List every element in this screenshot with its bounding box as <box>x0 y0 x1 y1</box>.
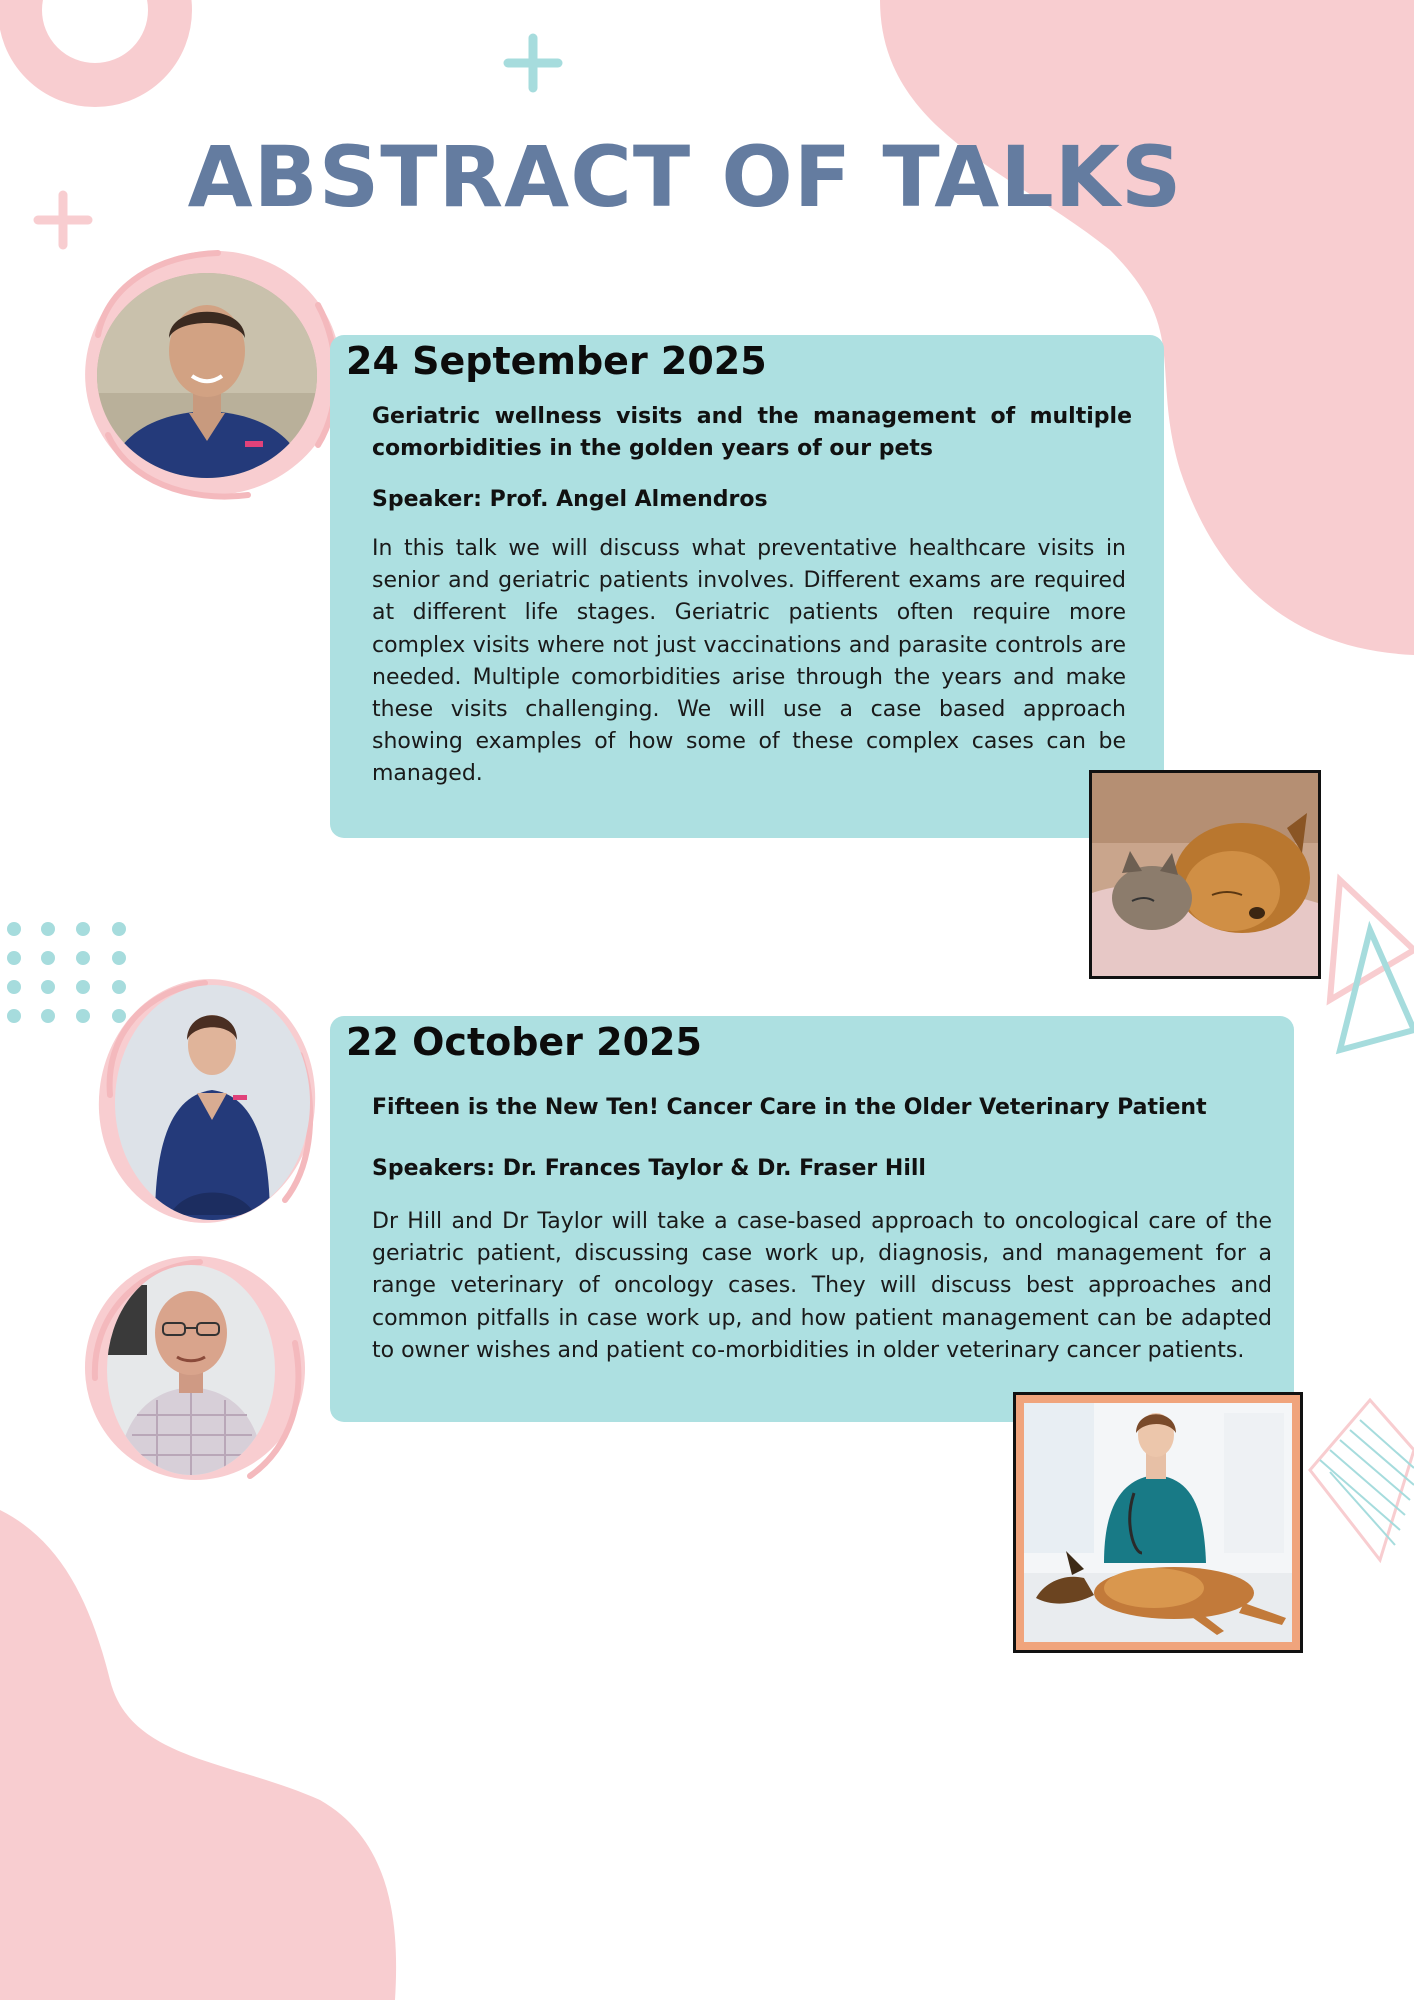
talk-card <box>330 335 1164 838</box>
talk-date: 24 September 2025 <box>346 339 767 383</box>
page-title: ABSTRACT OF TALKS <box>187 128 1183 226</box>
bottom-left-blob <box>0 1510 396 2000</box>
teal-plus-icon <box>508 38 558 88</box>
ring-shape <box>20 0 170 85</box>
talk-title: Geriatric wellness visits and the management of multiple comorbidities in the golden years of our pets <box>372 404 1132 461</box>
speaker-portrait-male-checked-shirt <box>107 1265 275 1475</box>
talk-abstract: In this talk we will discuss what preventative healthcare visits in senior and geriatric patients involves. Different exams are required at different life stages. Geriatric patients often require more complex visits where not just vaccinations and parasite controls are needed. Multiple comorbidities arise through the years and make these visits challenging. We will use a case based approach showing examples of how some of these complex cases can be managed. <box>372 536 1126 787</box>
speaker-portrait-female-navy-scrubs <box>115 985 310 1220</box>
sleeping-puppy-and-kitten-photo <box>1089 770 1321 979</box>
talk-speaker: Speakers: Dr. Frances Taylor & Dr. Fraser Hill <box>372 1156 926 1181</box>
speaker-portrait-male-navy-scrubs <box>97 273 317 478</box>
talk-card <box>330 1016 1294 1422</box>
talk-abstract: Dr Hill and Dr Taylor will take a case-based approach to oncological care of the geriatric patient, discussing case work up, diagnosis, and management for a range veterinary of oncology cases. They will discuss best approaches and common pitfalls in case work up, and how patient management can be adapted to owner wishes and patient co-morbidities in older veterinary cancer patients. <box>372 1209 1272 1363</box>
hatched-diamond-shape <box>1310 1400 1414 1560</box>
vet-examining-dog-photo <box>1013 1392 1303 1653</box>
talk-date: 22 October 2025 <box>346 1020 702 1064</box>
talk-title: Fifteen is the New Ten! Cancer Care in the Older Veterinary Patient <box>372 1095 1207 1120</box>
talk-speaker: Speaker: Prof. Angel Almendros <box>372 487 768 512</box>
